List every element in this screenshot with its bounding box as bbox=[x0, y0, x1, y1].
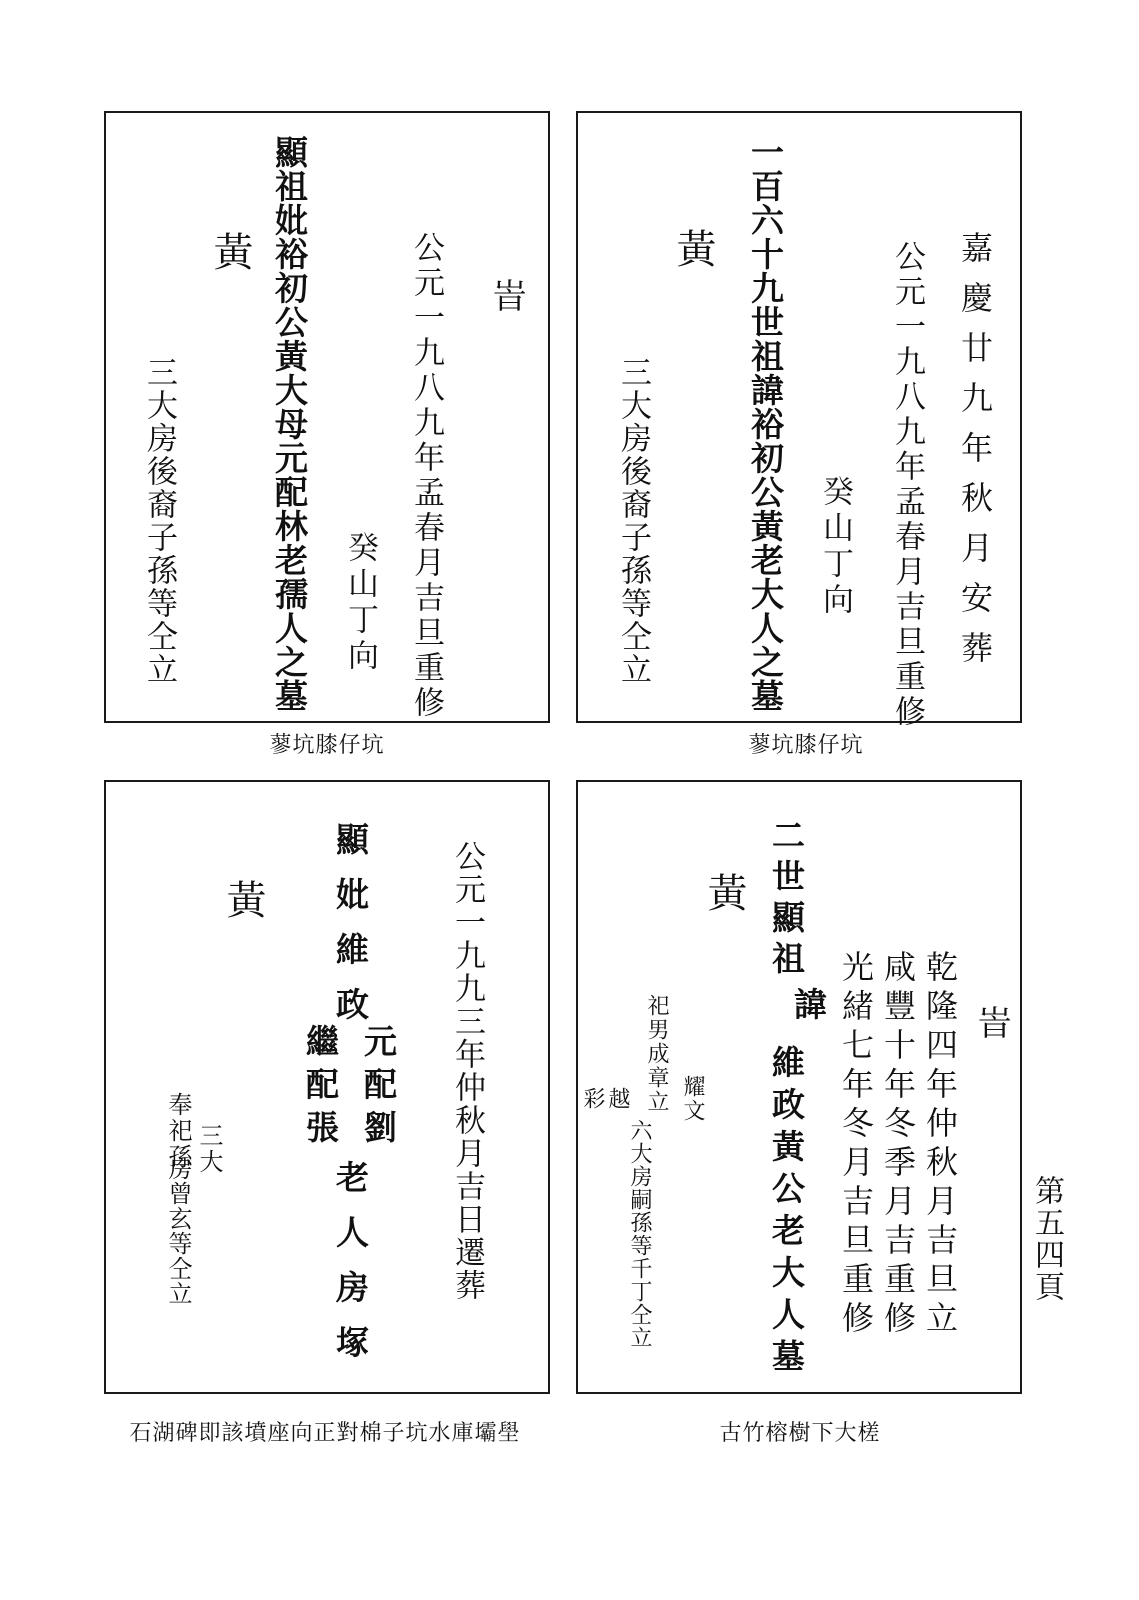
tablet-3-date: 公元一九九三年仲秋月吉日遷葬 bbox=[449, 840, 485, 1302]
tablet-3-main-tail: 老人房塚 bbox=[331, 1160, 370, 1380]
tablet-4-erected-by-4: 彩 bbox=[580, 1087, 605, 1109]
tablet-3-main-col1: 顯妣維政 bbox=[331, 822, 370, 1042]
tablet-3-main-col2a: 元配劉 bbox=[359, 1024, 398, 1153]
tablet-2-main: 一百六十九世祖諱裕初公黃老大人之墓 bbox=[746, 135, 785, 713]
tablet-2-caption: 蓼坑膝仔坑 bbox=[748, 733, 864, 758]
tablet-3-erected-by-3: 奉祀孫 bbox=[164, 1092, 192, 1170]
tablet-3-caption: 石湖碑即該墳座向正對棉子坑水庫壩壆 bbox=[129, 1421, 521, 1446]
tablet-4 bbox=[576, 780, 1022, 1394]
tablet-2 bbox=[576, 111, 1022, 730]
tablet-1-erected-by: 三大房後裔子孫等仝立 bbox=[141, 356, 177, 686]
tablet-2-orientation: 癸山丁向 bbox=[817, 475, 853, 619]
tablet-4-erected-by-3: 越 bbox=[605, 1087, 630, 1109]
tablet-4-date-3: 光緒七年冬月吉旦重修 bbox=[837, 950, 875, 1340]
tablet-4-main-1: 二世顯祖 bbox=[767, 818, 806, 982]
tablet-2-erected-by: 三大房後裔子孫等仝立 bbox=[615, 356, 651, 686]
tablet-1-caption: 蓼坑膝仔坑 bbox=[269, 733, 385, 758]
tablet-1-date: 公元一九八九年孟春月吉旦重修 bbox=[408, 231, 444, 721]
tablet-1 bbox=[104, 111, 550, 723]
tablet-2-top: 嘉慶廿九年秋月安葬 bbox=[956, 231, 994, 681]
page-number: 第五四頁 bbox=[1029, 1175, 1064, 1303]
tablet-3-erected-by-2: 房曾玄等仝立 bbox=[164, 1156, 192, 1306]
tablet-4-surname: 黃 bbox=[701, 872, 747, 912]
tablet-4-main-3: 維政黃公老大人墓 bbox=[767, 1045, 806, 1381]
tablet-4-caption: 古竹榕樹下大槎 bbox=[719, 1421, 881, 1446]
tablet-2-date: 公元一九八九年孟春月吉旦重修 bbox=[889, 240, 925, 730]
tablet-3 bbox=[104, 780, 550, 1394]
tablet-4-erected-by-1: 耀文 bbox=[680, 1075, 705, 1123]
tablet-1-surname: 黃 bbox=[207, 231, 253, 271]
tablet-4-main-2: 諱 bbox=[789, 987, 828, 1020]
tablet-4-date-2: 咸豐十年冬季月吉重修 bbox=[879, 950, 917, 1340]
tablet-1-orientation: 癸山丁向 bbox=[342, 531, 378, 675]
tablet-4-erected-by-2: 祀男成章立 bbox=[644, 994, 669, 1114]
tablet-4-top: 峕 bbox=[971, 1005, 1011, 1039]
tablet-4-date-1: 乾隆四年仲秋月吉旦立 bbox=[921, 950, 959, 1340]
tablet-3-main-col2b: 繼配張 bbox=[301, 1024, 340, 1153]
tablet-1-top: 峕 bbox=[486, 278, 526, 312]
tablet-2-surname: 黃 bbox=[670, 228, 716, 268]
tablet-4-erected-by-5: 六大房嗣孫等千丁仝立 bbox=[627, 1119, 652, 1349]
tablet-3-erected-by-1: 三大 bbox=[195, 1123, 223, 1175]
tablet-1-main: 顯祖妣裕初公黃大母元配林老孺人之墓 bbox=[270, 135, 309, 713]
tablet-3-surname: 黃 bbox=[220, 879, 266, 919]
